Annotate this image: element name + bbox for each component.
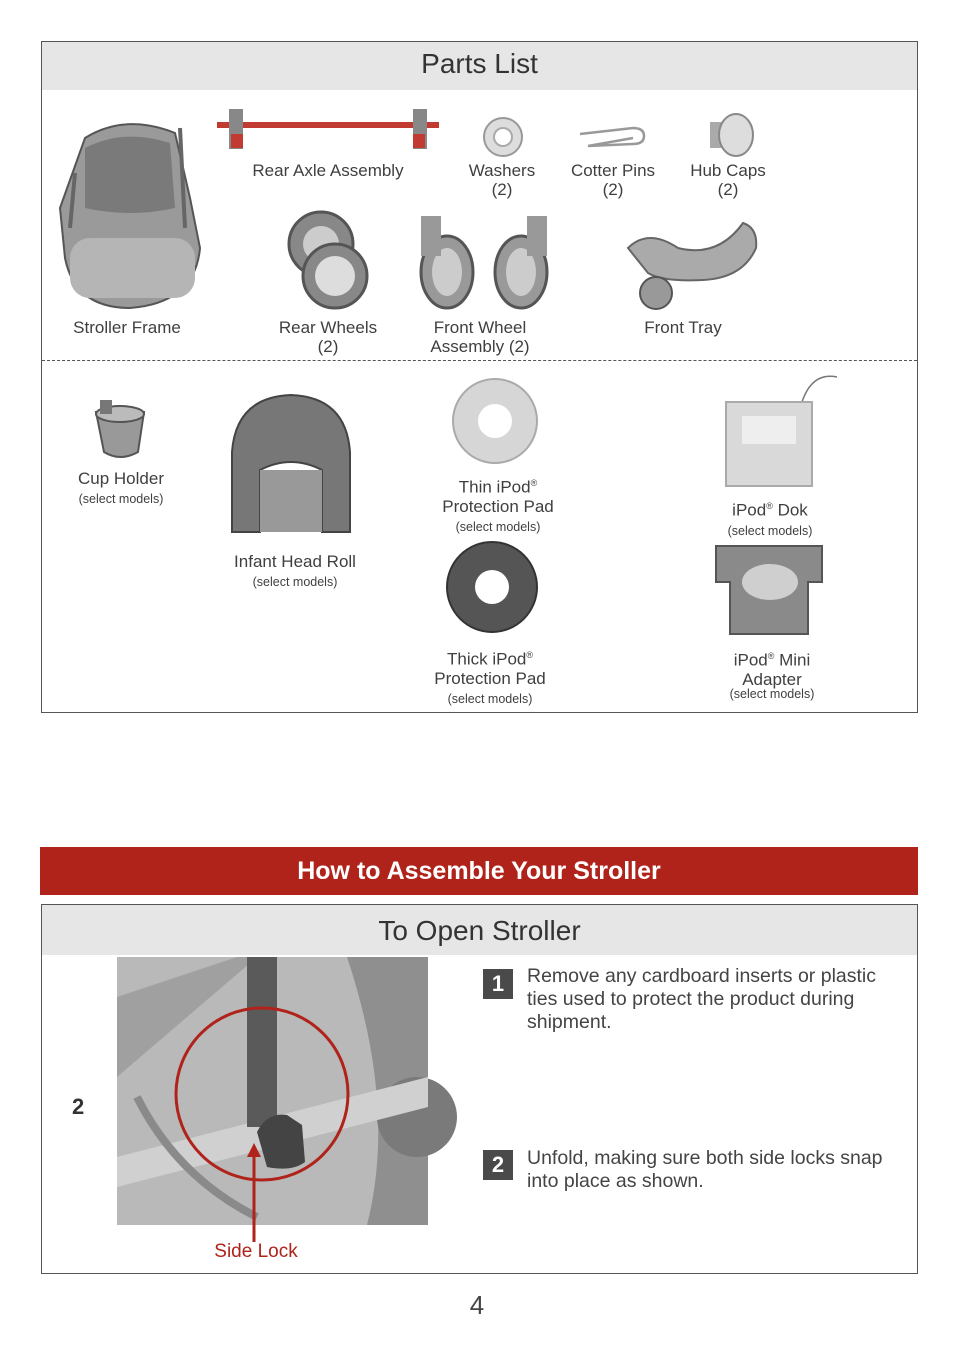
part-label-infant-head-roll: Infant Head Roll (select models)	[234, 552, 356, 589]
part-label-rear-wheels: Rear Wheels (2)	[278, 318, 378, 356]
open-stroller-title: To Open Stroller	[42, 905, 917, 955]
step-1-text: Remove any cardboard inserts or plastic ties used to protect the product during shipment.	[527, 965, 876, 1033]
thick-ipod-pad-illustration	[444, 539, 540, 635]
part-label-washers: Washers (2)	[468, 161, 536, 199]
front-tray-illustration	[618, 218, 764, 312]
part-label-front-wheel-assembly: Front Wheel Assembly (2)	[430, 318, 530, 356]
side-lock-photo	[117, 957, 428, 1225]
part-label-front-tray: Front Tray	[644, 318, 722, 337]
part-note: (select models)	[729, 686, 815, 701]
part-qty: (2)	[602, 180, 624, 199]
cup-holder-illustration	[86, 400, 154, 464]
front-wheel-assembly-illustration	[413, 216, 555, 310]
part-label-stroller-frame: Stroller Frame	[73, 318, 181, 337]
page-number: 4	[469, 1290, 485, 1320]
ipod-dok-illustration	[722, 372, 838, 490]
rear-wheels-illustration	[285, 208, 375, 312]
step-2-badge: 2	[483, 1150, 513, 1180]
part-qty: (2)	[491, 180, 513, 199]
parts-list-title: Parts List	[42, 42, 917, 90]
part-label-cotter-pins: Cotter Pins (2)	[570, 161, 656, 199]
part-note: (select models)	[78, 492, 164, 506]
cotter-pin-illustration	[578, 124, 648, 152]
infant-head-roll-illustration	[226, 392, 356, 540]
part-note: (select models)	[727, 523, 813, 538]
part-note: (select models)	[455, 519, 541, 534]
part-label-hub-caps: Hub Caps (2)	[690, 161, 766, 199]
rear-axle-illustration	[217, 104, 439, 154]
part-qty: (2)	[317, 337, 339, 356]
parts-divider	[42, 360, 917, 361]
hub-cap-illustration	[706, 112, 754, 158]
step-1-badge: 1	[483, 969, 513, 999]
side-lock-callout: Side Lock	[214, 1241, 298, 1262]
part-note: (select models)	[447, 691, 533, 706]
stroller-frame-illustration	[55, 118, 205, 313]
part-label-ipod-mini-adapter: iPod® Mini Adapter $^{(select models)}$	[729, 650, 815, 701]
part-label-cup-holder: Cup Holder (select models)	[78, 469, 164, 506]
part-note: (select models)	[252, 575, 338, 589]
part-label-rear-axle: Rear Axle Assembly	[252, 161, 404, 180]
part-label-thick-ipod-pad: Thick iPod® Protection Pad (select models)	[434, 649, 546, 706]
thin-ipod-pad-illustration	[450, 376, 540, 466]
ipod-mini-adapter-illustration	[710, 542, 828, 638]
washer-illustration	[482, 116, 524, 158]
part-qty: (2)	[717, 180, 739, 199]
assembly-banner: How to Assemble Your Stroller	[40, 847, 918, 895]
part-label-ipod-dok: iPod® Dok (select models)	[727, 500, 813, 538]
figure-number: 2	[72, 1094, 85, 1119]
part-label-thin-ipod-pad: Thin iPod® Protection Pad (select models)	[442, 477, 554, 534]
step-2-text: Unfold, making sure both side locks snap into place as shown.	[527, 1147, 883, 1192]
